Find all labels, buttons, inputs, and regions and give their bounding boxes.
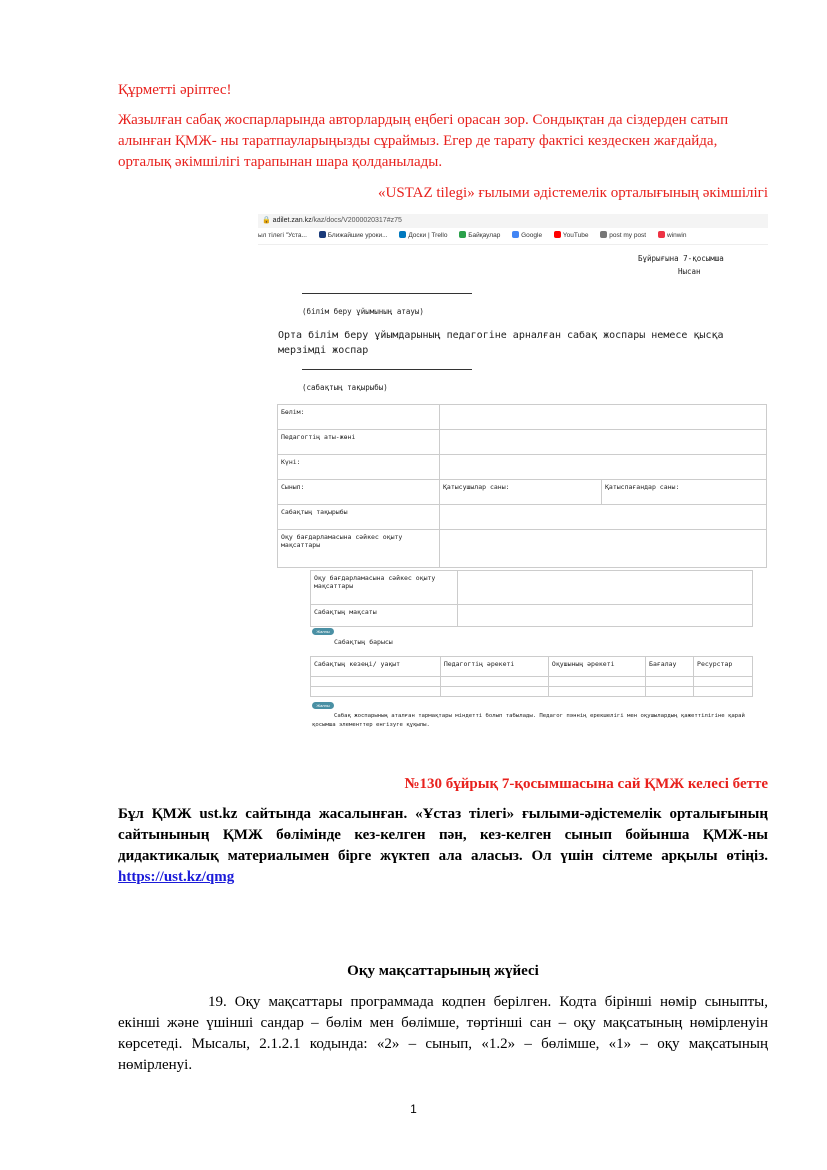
- column-header: Педагогтің әрекеті: [440, 657, 548, 677]
- column-header: Ресурстар: [694, 657, 753, 677]
- cell: Сынып:: [278, 480, 440, 505]
- table-row: [311, 677, 753, 687]
- cell: Педагогтің аты-жөні: [278, 430, 440, 455]
- cell: Қатыспағандар саны:: [602, 480, 767, 505]
- table-row: [311, 657, 753, 677]
- section-paragraph: 19. Оқу мақсаттары программада кодпен берілген. Кодта бірінші нөмір сыныпты, екінші және үшінші сандар – бөлім мен бөлімше, төртінші сан – оқу мақсатының нөмірленуін көрсетеді. Мысалы, 2.1.2.1 кодында: «2» – сынып, «1.2» – бөлімше, «1» – оқу мақсатының нөмірленуі.: [118, 994, 768, 1073]
- order-note: №130 бұйрық 7-қосымшасына сай ҚМЖ келесі бетте: [404, 776, 768, 792]
- cell: [440, 455, 767, 480]
- form-label: Нысан: [678, 267, 701, 276]
- table-row: [311, 605, 753, 627]
- cell: [440, 405, 767, 430]
- lesson-plan-table: [277, 404, 767, 568]
- table-row: [278, 455, 767, 480]
- table-row: [278, 505, 767, 530]
- cell: Оқу бағдарламасына сәйкес оқыту мақсаттары: [311, 571, 458, 605]
- cell: Сабақтың мақсаты: [311, 605, 458, 627]
- underline: [302, 369, 472, 370]
- appendix-label: Бұйрығына 7-қосымша: [638, 254, 724, 263]
- bookmark-item: Ближайшие уроки...: [319, 232, 388, 239]
- table-row: [278, 430, 767, 455]
- bookmark-item: Google: [512, 232, 542, 239]
- bookmark-item: Доски | Trello: [399, 232, 447, 239]
- site-icon: [658, 231, 665, 238]
- table-row: [278, 405, 767, 430]
- bookmark-item: post my post: [600, 232, 646, 239]
- column-header: Сабақтың кезеңі/ уақыт: [311, 657, 441, 677]
- topic-caption: (сабақтың тақырыбы): [302, 383, 388, 392]
- lock-icon: 🔒: [262, 217, 271, 224]
- underline: [302, 293, 472, 294]
- cell: [458, 571, 753, 605]
- goals-table: [310, 570, 753, 627]
- embedded-screenshot: [258, 214, 768, 568]
- greeting: Құрметті әріптес!: [118, 82, 232, 98]
- org-caption: (білім беру ұйымының атауы): [302, 307, 424, 316]
- column-header: Оқушының әрекеті: [548, 657, 645, 677]
- cell: Бөлім:: [278, 405, 440, 430]
- embedded-screenshot-continued: [308, 568, 755, 734]
- cell: [440, 505, 767, 530]
- site-icon: [319, 231, 326, 238]
- bookmark-item: ыл тілегі "Уста...: [258, 232, 307, 239]
- table-row: [311, 571, 753, 605]
- cell: Күні:: [278, 455, 440, 480]
- progress-title: Сабақтың барысы: [334, 638, 393, 646]
- youtube-icon: [554, 231, 561, 238]
- address-bar: [258, 214, 768, 228]
- general-button: Жалпы: [312, 702, 334, 709]
- table-row: [311, 687, 753, 697]
- site-icon: [459, 231, 466, 238]
- url-host: adilet.zan.kz: [272, 217, 312, 224]
- bookmark-item: winwin: [658, 232, 687, 239]
- note-text: Сабақ жоспарының аталған тармақтары міндетті болып табылады. Педагог пәннің ерекшелігі мен оқушылардың қажеттілігіне қарай қосымша элементтер енгізуге құқылы.: [312, 713, 745, 728]
- site-icon: [600, 231, 607, 238]
- trello-icon: [399, 231, 406, 238]
- signature: «USTAZ tilegi» ғылыми әдістемелік орталығының әкімшілігі: [378, 185, 768, 201]
- progress-table: [310, 656, 753, 697]
- cell: Оқу бағдарламасына сәйкес оқыту мақсаттары: [278, 530, 440, 568]
- cell: Сабақтың тақырыбы: [278, 505, 440, 530]
- page-number: 1: [410, 1102, 417, 1116]
- info-text: Бұл ҚМЖ ust.kz сайтында жасалынған. «Ұстаз тілегі» ғылыми-әдістемелік орталығының сайтынының ҚМЖ бөлімінде кез-келген пән, кез-келген сынып бойынша ҚМЖ-ны дидактикалық материалымен бірге жүктеп ала аласыз. Ол үшін сілтеме арқылы өтіңіз.: [118, 806, 768, 864]
- general-button: Жалпы: [312, 628, 334, 635]
- qmg-link[interactable]: https://ust.kz/qmg: [118, 869, 235, 885]
- cell: [440, 430, 767, 455]
- section-heading: Оқу мақсаттарының жүйесі: [347, 963, 539, 979]
- cell: [440, 530, 767, 568]
- url-path: /kaz/docs/V2000020317#z75: [311, 217, 402, 224]
- table-row: [278, 480, 767, 505]
- column-header: Бағалау: [646, 657, 694, 677]
- bookmark-item: YouTube: [554, 232, 589, 239]
- bookmarks-bar: [258, 228, 768, 245]
- cell: Қатысушылар саны:: [440, 480, 602, 505]
- table-row: [278, 530, 767, 568]
- google-icon: [512, 231, 519, 238]
- info-paragraph: [118, 804, 768, 888]
- bookmark-item: Байқаулар: [459, 232, 500, 239]
- doc-title: Орта білім беру ұйымдарының педагогіне арналған сабақ жоспары немесе қысқа мерзімді жоспар: [278, 330, 724, 356]
- cell: [458, 605, 753, 627]
- intro-paragraph: Жазылған сабақ жоспарларында авторлардың еңбегі орасан зор. Сондықтан да сіздерден сатып алынған ҚМЖ- ны таратпауларыңызды сұраймыз. Егер де тарату фактісі кездескен жағдайда, орталық әкімшілігі тарапынан шара қолданылады.: [118, 112, 729, 170]
